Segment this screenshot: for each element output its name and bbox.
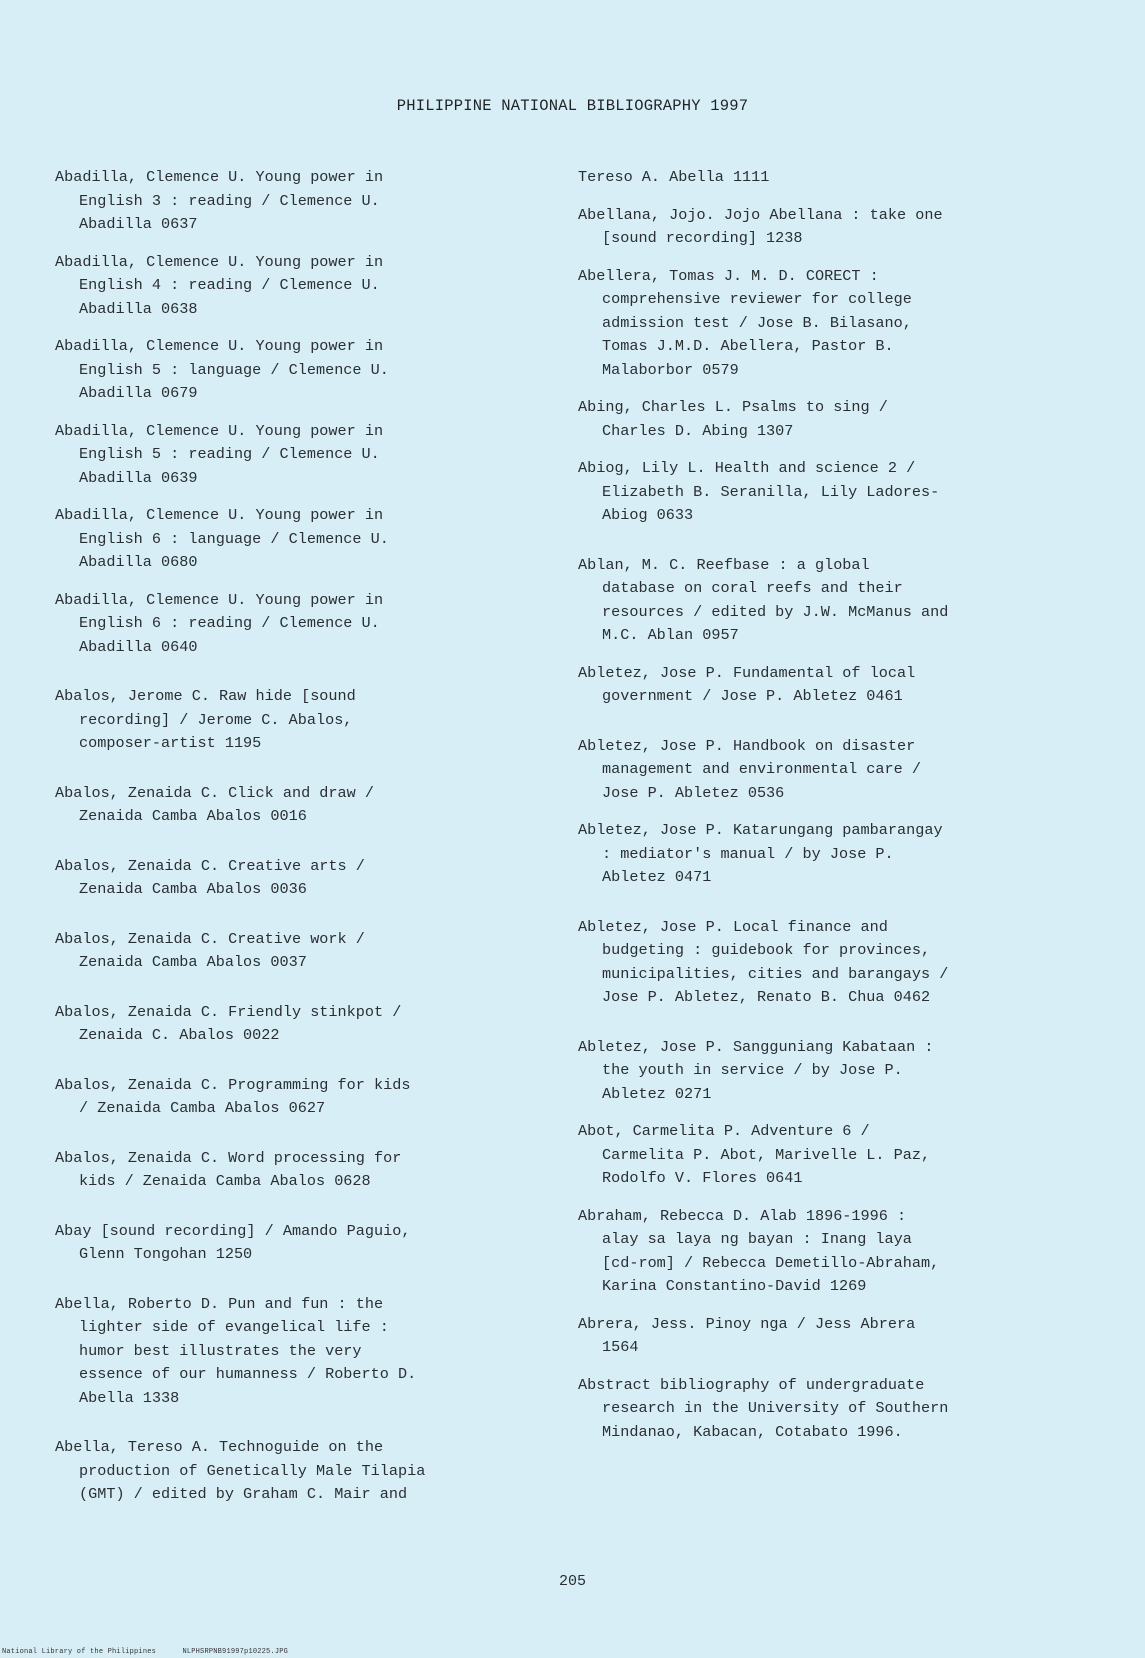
left-column [55,166,555,1521]
list-item: Abadilla, Clemence U. Young power in English 4 : reading / Clemence U. Abadilla 0638 [55,252,384,318]
list-item: Abella, Roberto D. Pun and fun : the lighter side of evangelical life : humor best illustrates the very essence of our humanness / Roberto D. Abella 1338 [55,1294,417,1407]
list-item: Abing, Charles L. Psalms to sing / Charles D. Abing 1307 [578,398,888,440]
list-item: Abraham, Rebecca D. Alab 1896-1996 : alay sa laya ng bayan : Inang laya [cd-rom] / Rebecca Demetillo-Abraham, Karina Constantino-David 1269 [578,1206,940,1295]
list-item: Abiog, Lily L. Health and science 2 / Elizabeth B. Seranilla, Lily Ladores- Abiog 0633 [578,459,940,524]
footer-file: NLPHSRPNB91997p10225.JPG [182,1648,289,1656]
list-item: Abletez, Jose P. Handbook on disaster management and environmental care / Jose P. Abletez 0536 [578,736,921,802]
page-title: PHILIPPINE NATIONAL BIBLIOGRAPHY 1997 [396,97,749,115]
list-item: Abella, Tereso A. Technoguide on the production of Genetically Male Tilapia (GMT) / edited by Graham C. Mair and [55,1438,426,1503]
list-item: Tereso A. Abella 1111 [578,168,770,186]
list-item: Abletez, Jose P. Fundamental of local government / Jose P. Abletez 0461 [578,663,916,705]
list-item: Ablan, M. C. Reefbase : a global database on coral reefs and their resources / edited by J.W. McManus and M.C. Ablan 0957 [578,555,949,644]
list-item: Abalos, Zenaida C. Programming for kids / Zenaida Camba Abalos 0627 [55,1075,411,1117]
list-item: Abadilla, Clemence U. Young power in English 6 : language / Clemence U. Abadilla 0680 [55,506,389,571]
list-item: Abalos, Zenaida C. Friendly stinkpot / Zenaida C. Abalos 0022 [55,1002,402,1044]
list-item: Abletez, Jose P. Local finance and budgeting : guidebook for provinces, municipalities, cities and barangays / Jose P. Abletez, Renato B. Chua 0462 [578,917,949,1006]
list-item: Abadilla, Clemence U. Young power in English 3 : reading / Clemence U. Abadilla 0637 [55,168,384,233]
list-item: Abletez, Jose P. Sangguniang Kabataan : the youth in service / by Jose P. Abletez 0271 [578,1037,934,1103]
page-number: 205 [558,1573,586,1590]
list-item: Abadilla, Clemence U. Young power in English 5 : language / Clemence U. Abadilla 0679 [55,337,389,402]
list-item: Abalos, Zenaida C. Click and draw / Zenaida Camba Abalos 0016 [55,783,374,825]
list-item: Abletez, Jose P. Katarungang pambarangay : mediator's manual / by Jose P. Abletez 0471 [578,821,943,886]
list-item: Abadilla, Clemence U. Young power in English 6 : reading / Clemence U. Abadilla 0640 [55,590,384,656]
right-column [578,166,1078,1458]
list-item: Abellana, Jojo. Jojo Abellana : take one [sound recording] 1238 [578,205,943,247]
list-item: Abalos, Zenaida C. Creative arts / Zenaida Camba Abalos 0036 [55,856,365,898]
scan-footer [2,1648,310,1656]
list-item: Abalos, Jerome C. Raw hide [sound recording] / Jerome C. Abalos, composer-artist 1195 [55,687,356,752]
list-item: Abot, Carmelita P. Adventure 6 / Carmelita P. Abot, Marivelle L. Paz, Rodolfo V. Flores 0641 [578,1122,931,1187]
list-item: Abellera, Tomas J. M. D. CORECT : comprehensive reviewer for college admission test / Jose B. Bilasano, Tomas J.M.D. Abellera, Pastor B. Malaborbor 0579 [578,266,912,379]
list-item: Abstract bibliography of undergraduate research in the University of Southern Mindanao, Kabacan, Cotabato 1996. [578,1375,949,1441]
list-item: Abalos, Zenaida C. Creative work / Zenaida Camba Abalos 0037 [55,929,365,971]
list-item: Abadilla, Clemence U. Young power in English 5 : reading / Clemence U. Abadilla 0639 [55,421,384,487]
footer-library: National Library of the Philippines [2,1648,157,1656]
list-item: Abrera, Jess. Pinoy nga / Jess Abrera 1564 [578,1314,916,1356]
list-item: Abay [sound recording] / Amando Paguio, Glenn Tongohan 1250 [55,1221,411,1263]
list-item: Abalos, Zenaida C. Word processing for kids / Zenaida Camba Abalos 0628 [55,1148,402,1190]
